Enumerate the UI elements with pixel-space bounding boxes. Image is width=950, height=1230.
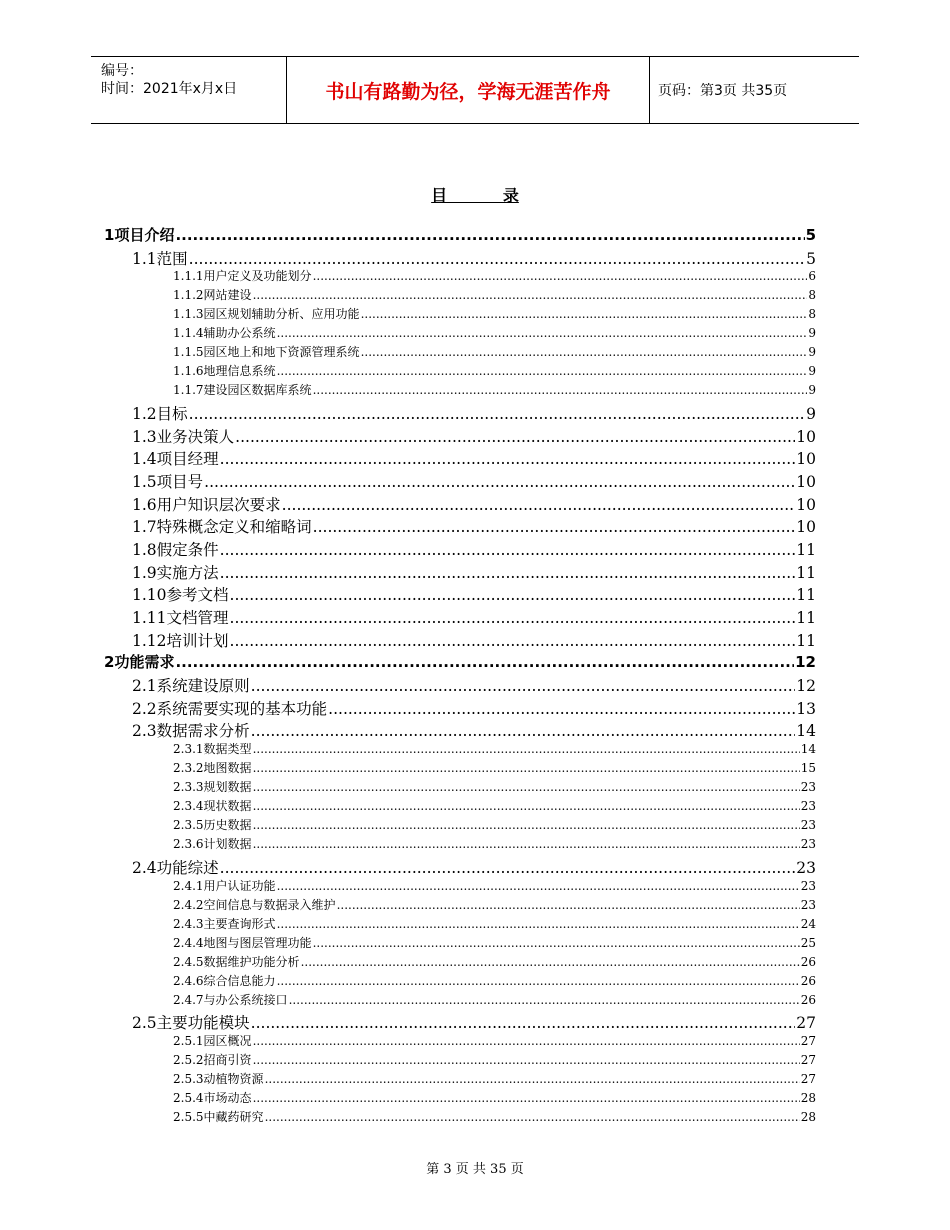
toc-leader-dots [189,405,805,423]
toc-entry-page: 14 [796,722,816,740]
toc-entry-label: 现状数据 [203,799,252,813]
toc-entry-label: 动植物资源 [203,1072,264,1086]
toc-entry-page: 10 [796,450,816,468]
toc-entry-label: 用户定义及功能划分 [203,269,312,283]
toc-entry[interactable] [173,1089,816,1106]
toc-entry-page: 9 [808,364,816,378]
toc-entry-number: 1.1.2 [173,288,204,302]
toc-entry-number: 2.3.2 [173,761,204,775]
page-footer: 第 3 页 共 35 页 [426,1162,524,1177]
toc-entry[interactable] [104,224,816,245]
toc-entry[interactable] [173,877,816,894]
toc-entry-page: 9 [808,383,816,397]
toc-entry[interactable] [173,305,816,322]
toc-entry-page: 10 [796,473,816,491]
toc-entry[interactable] [104,651,816,672]
toc-entry-number: 2 [104,653,115,671]
header-motto: 书山有路勤为径，学海无涯苦作舟 [287,57,650,123]
toc-entry-page: 26 [800,993,816,1007]
toc-entry-page: 9 [808,326,816,340]
toc-entry-page: 10 [796,496,816,514]
toc-entry-page: 5 [805,226,816,244]
toc-entry-number: 2.5.2 [173,1053,204,1067]
toc-entry[interactable] [173,1108,816,1125]
toc-entry-number: 1.1 [132,250,157,268]
toc-entry-page: 15 [800,761,816,775]
toc-entry-label: 假定条件 [156,541,219,559]
toc-entry-number: 2.3.6 [173,837,204,851]
toc-entry-page: 9 [806,405,816,423]
toc-leader-dots [220,541,796,559]
toc-leader-dots [253,742,800,756]
toc-entry-page: 12 [795,653,816,671]
toc-entry-number: 2.2 [132,700,157,718]
toc-entry-label: 功能综述 [156,859,219,877]
toc-entry-page: 10 [796,428,816,446]
toc-entry-label: 文档管理 [166,609,229,627]
toc-entry-label: 项目号 [156,473,204,491]
toc-entry-page: 11 [796,541,816,559]
toc-entry-label: 主要查询形式 [203,917,276,931]
toc-leader-dots [230,609,796,627]
toc-entry[interactable] [173,381,816,398]
toc-entry-label: 业务决策人 [156,428,235,446]
toc-leader-dots [282,496,796,514]
toc-leader-dots [253,837,800,851]
toc-leader-dots [220,450,796,468]
toc-entry-number: 2.3.5 [173,818,204,832]
toc-entry-page: 28 [800,1110,816,1124]
toc-leader-dots [220,564,796,582]
toc-entry-page: 11 [796,564,816,582]
toc-entry-label: 系统需要实现的基本功能 [156,700,328,718]
toc-entry-number: 2.4.7 [173,993,204,1007]
toc-entry-label: 实施方法 [156,564,219,582]
toc-entry[interactable] [132,493,816,515]
toc-entry-label: 用户知识层次要求 [156,496,281,514]
toc-entry-label: 园区规划辅助分析、应用功能 [203,307,360,321]
toc-entry-label: 功能需求 [114,653,175,671]
toc-leader-dots [251,722,796,740]
toc-leader-dots [253,1053,800,1067]
toc-entry-number: 1.9 [132,564,157,582]
toc-entry-number: 2.3.4 [173,799,204,813]
toc-entry-page: 27 [800,1072,816,1086]
toc-entry-page: 23 [796,859,816,877]
toc-entry[interactable] [132,674,816,696]
toc-leader-dots [189,250,805,268]
toc-entry-page: 11 [796,609,816,627]
toc-leader-dots [251,677,796,695]
toc-entry[interactable] [173,797,816,814]
page-header [91,56,859,124]
toc-entry[interactable] [173,816,816,833]
toc-entry[interactable] [173,972,816,989]
toc-entry-number: 2.5.1 [173,1034,204,1048]
toc-entry-label: 综合信息能力 [203,974,276,988]
toc-entry-page: 23 [800,818,816,832]
toc-entry-number: 1.1.6 [173,364,204,378]
toc-entry-page: 25 [800,936,816,950]
toc-entry-number: 2.4.6 [173,974,204,988]
toc-entry-page: 11 [796,632,816,650]
toc-entry-number: 1.6 [132,496,157,514]
toc-entry-label: 数据需求分析 [156,722,250,740]
toc-leader-dots [265,1110,800,1124]
toc-entry-number: 1.1.7 [173,383,204,397]
toc-entry-page: 26 [800,974,816,988]
toc-entry-page: 14 [800,742,816,756]
toc-entry[interactable] [173,740,816,757]
toc-entry-number: 2.1 [132,677,157,695]
toc-entry[interactable] [173,1051,816,1068]
toc-entry-number: 1.8 [132,541,157,559]
toc-entry[interactable] [132,538,816,560]
toc-entry[interactable] [132,606,816,628]
toc-leader-dots [253,288,808,302]
toc-entry-label: 特殊概念定义和缩略词 [156,518,312,536]
toc-entry[interactable] [173,778,816,795]
toc-leader-dots [313,518,796,536]
toc-entry-number: 2.4.1 [173,879,204,893]
toc-entry[interactable] [173,934,816,951]
toc-entry-number: 2.4.3 [173,917,204,931]
toc-entry-page: 5 [806,250,816,268]
toc-entry-label: 主要功能模块 [156,1014,250,1032]
toc-leader-dots [253,818,800,832]
doc-time-label: 时间：2021年x月x日 [101,81,238,97]
toc-entry[interactable] [132,583,816,605]
toc-entry-number: 2.5.3 [173,1072,204,1086]
toc-entry[interactable] [173,362,816,379]
toc-leader-dots [230,632,796,650]
toc-leader-dots [277,974,800,988]
toc-entry-label: 用户认证功能 [203,879,276,893]
toc-entry-page: 23 [800,799,816,813]
toc-entry-page: 23 [800,837,816,851]
toc-entry-number: 1.11 [132,609,167,627]
toc-entry-label: 空间信息与数据录入维护 [203,898,336,912]
toc-entry[interactable] [173,286,816,303]
toc-leader-dots [361,307,808,321]
toc-entry[interactable] [132,247,816,269]
toc-entry-label: 辅助办公系统 [203,326,276,340]
toc-leader-dots [277,879,800,893]
toc-entry[interactable] [132,402,816,424]
toc-entry[interactable] [173,835,816,852]
toc-entry-label: 地图与图层管理功能 [203,936,312,950]
toc-entry-number: 1.3 [132,428,157,446]
toc-entry-label: 数据类型 [203,742,252,756]
toc-entry-page: 6 [808,269,816,283]
toc-entry-label: 园区地上和地下资源管理系统 [203,345,360,359]
toc-entry-page: 11 [796,586,816,604]
toc-entry-label: 中藏药研究 [203,1110,264,1124]
toc-entry-label: 数据维护功能分析 [203,955,300,969]
toc-entry-number: 2.3.3 [173,780,204,794]
header-page-info: 页码：第3页 共35页 [658,83,788,99]
toc-leader-dots [313,383,808,397]
toc-leader-dots [337,898,800,912]
toc-entry[interactable] [173,991,816,1008]
toc-entry-label: 与办公系统接口 [203,993,288,1007]
toc-entry-page: 8 [808,307,816,321]
toc-leader-dots [361,345,808,359]
toc-leader-dots [277,326,808,340]
toc-entry-label: 系统建设原则 [156,677,250,695]
toc-entry-page: 10 [796,518,816,536]
toc-entry-label: 项目经理 [156,450,219,468]
toc-leader-dots [235,428,795,446]
toc-entry-number: 1.1.3 [173,307,204,321]
toc-entry[interactable] [132,697,816,719]
toc-entry-number: 2.5 [132,1014,157,1032]
toc-entry[interactable] [132,719,816,741]
toc-entry-number: 1.1.4 [173,326,204,340]
toc-entry-page: 27 [800,1053,816,1067]
toc-entry-page: 27 [796,1014,816,1032]
toc-entry-page: 26 [800,955,816,969]
toc-entry-page: 27 [800,1034,816,1048]
toc-leader-dots [220,859,796,877]
toc-entry-label: 园区概况 [203,1034,252,1048]
toc-leader-dots [230,586,796,604]
toc-entry-page: 9 [808,345,816,359]
toc-leader-dots [328,700,795,718]
toc-entry-number: 1.2 [132,405,157,423]
toc-entry-label: 历史数据 [203,818,252,832]
toc-entry[interactable] [173,1032,816,1049]
toc-leader-dots [253,780,800,794]
toc-entry[interactable] [173,267,816,284]
toc-entry-page: 8 [808,288,816,302]
toc-leader-dots [204,473,795,491]
toc-entry-page: 23 [800,780,816,794]
toc-entry-label: 培训计划 [166,632,229,650]
toc-leader-dots [253,1091,800,1105]
toc-title-text: 目 录 [431,186,519,205]
toc-entry-number: 2.4.2 [173,898,204,912]
toc-entry-number: 1.12 [132,632,167,650]
toc-entry-number: 2.4.5 [173,955,204,969]
toc-entry-number: 1.4 [132,450,157,468]
toc-entry[interactable] [132,856,816,878]
toc-entry[interactable] [173,324,816,341]
toc-entry-label: 参考文档 [166,586,229,604]
toc-entry[interactable] [173,896,816,913]
toc-entry[interactable] [132,447,816,469]
toc-entry-page: 24 [800,917,816,931]
toc-entry-label: 市场动态 [203,1091,252,1105]
toc-entry-number: 2.5.4 [173,1091,204,1105]
toc-entry[interactable] [132,470,816,492]
toc-entry-page: 23 [800,879,816,893]
toc-entry-page: 13 [796,700,816,718]
toc-entry[interactable] [132,425,816,447]
toc-entry-number: 2.4.4 [173,936,204,950]
toc-entry-number: 1.5 [132,473,157,491]
toc-entry-label: 地理信息系统 [203,364,276,378]
toc-leader-dots [253,799,800,813]
toc-entry[interactable] [173,1070,816,1087]
toc-entry-number: 2.3.1 [173,742,204,756]
toc-entry-label: 地图数据 [203,761,252,775]
toc-leader-dots [313,936,800,950]
toc-leader-dots [313,269,808,283]
toc-entry-number: 1.7 [132,518,157,536]
toc-leader-dots [277,364,808,378]
toc-leader-dots [175,653,794,671]
toc-entry[interactable] [173,915,816,932]
toc-entry-label: 规划数据 [203,780,252,794]
doc-code-label: 编号： [101,63,143,79]
toc-entry-page: 23 [800,898,816,912]
toc-entry[interactable] [132,515,816,537]
toc-title [0,183,950,206]
toc-entry-label: 建设园区数据库系统 [203,383,312,397]
toc-entry-number: 1.1.5 [173,345,204,359]
toc-entry-page: 28 [800,1091,816,1105]
toc-entry[interactable] [132,1011,816,1033]
toc-entry[interactable] [132,629,816,651]
toc-entry[interactable] [173,759,816,776]
toc-leader-dots [289,993,800,1007]
toc-entry-label: 招商引资 [203,1053,252,1067]
toc-entry-number: 1 [104,226,115,244]
toc-entry-label: 范围 [156,250,188,268]
toc-entry-number: 2.3 [132,722,157,740]
toc-entry-number: 1.1.1 [173,269,204,283]
toc-leader-dots [253,1034,800,1048]
toc-entry-page: 12 [796,677,816,695]
header-meta [91,57,287,123]
toc-entry[interactable] [173,343,816,360]
toc-leader-dots [301,955,800,969]
toc-leader-dots [251,1014,796,1032]
toc-leader-dots [175,226,804,244]
toc-leader-dots [265,1072,800,1086]
toc-entry[interactable] [173,953,816,970]
toc-leader-dots [277,917,800,931]
toc-entry-number: 2.4 [132,859,157,877]
toc-entry-label: 网站建设 [203,288,252,302]
toc-entry-label: 项目介绍 [114,226,175,244]
toc-leader-dots [253,761,800,775]
toc-entry-label: 计划数据 [203,837,252,851]
toc-entry-number: 2.5.5 [173,1110,204,1124]
toc-entry[interactable] [132,561,816,583]
toc-entry-number: 1.10 [132,586,167,604]
toc-entry-label: 目标 [156,405,188,423]
